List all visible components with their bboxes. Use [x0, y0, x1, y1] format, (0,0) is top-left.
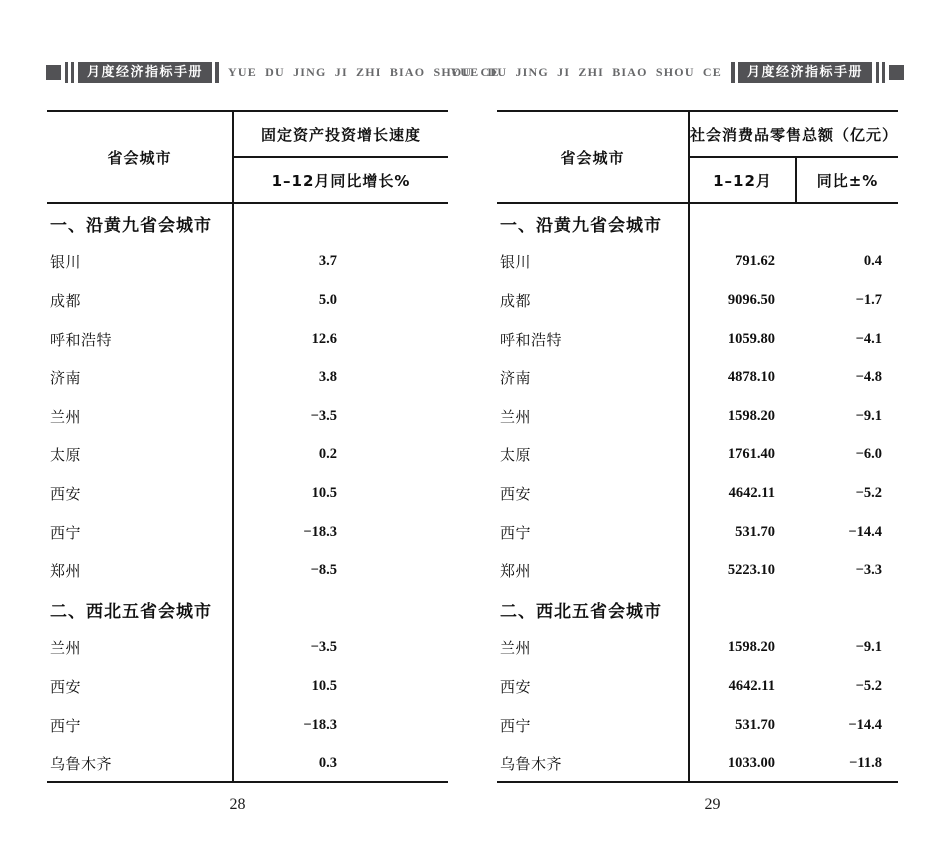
table-row — [497, 667, 898, 706]
header-bar-icon — [882, 62, 885, 83]
table-row — [497, 551, 898, 590]
city-cell: 西安 — [500, 484, 532, 503]
value-cell: 791.62 — [735, 253, 775, 270]
header-bar-icon — [876, 62, 879, 83]
value-cell: 1033.00 — [727, 755, 775, 772]
city-cell: 郑州 — [500, 562, 532, 581]
value-cell: −5.2 — [855, 484, 882, 501]
sub-column-divider-line — [795, 156, 797, 202]
table-row — [47, 744, 448, 783]
table-row — [497, 243, 898, 282]
table-row — [497, 629, 898, 668]
table-row — [497, 474, 898, 513]
header-block-icon — [46, 65, 61, 80]
header-bar-icon — [731, 62, 735, 83]
handbook-badge: 月度经济指标手册 — [78, 62, 212, 83]
city-cell: 西安 — [500, 677, 532, 696]
section-title: 一、沿黄九省会城市 — [50, 215, 212, 236]
value-cell: 0.4 — [863, 253, 882, 270]
section-header-row — [47, 204, 448, 243]
table-row — [497, 706, 898, 745]
city-cell: 西宁 — [50, 523, 82, 542]
city-cell: 济南 — [500, 369, 532, 388]
city-cell: 兰州 — [50, 407, 82, 426]
city-cell: 太原 — [500, 446, 532, 465]
city-cell: 西宁 — [50, 716, 82, 735]
page-number-left: 28 — [229, 796, 246, 813]
column-group-header: 固定资产投资增长速度 — [260, 125, 421, 144]
column-header-cities: 省会城市 — [560, 148, 625, 167]
city-cell: 兰州 — [500, 407, 532, 426]
city-cell: 呼和浩特 — [500, 330, 563, 349]
city-cell: 乌鲁木齐 — [50, 755, 113, 774]
value-cell: 531.70 — [735, 523, 775, 540]
value-cell: 4642.11 — [728, 484, 775, 501]
page-header-right — [450, 62, 904, 83]
table-row — [47, 474, 448, 513]
city-cell: 西宁 — [500, 523, 532, 542]
value-cell: −14.4 — [848, 523, 882, 540]
city-cell: 济南 — [50, 369, 82, 388]
city-cell: 西宁 — [500, 716, 532, 735]
table-row — [497, 436, 898, 475]
table-row — [47, 397, 448, 436]
table-row — [47, 320, 448, 359]
value-cell: 3.8 — [318, 369, 337, 386]
city-cell: 西安 — [50, 677, 82, 696]
value-cell: −18.3 — [303, 523, 337, 540]
value-cell: 5223.10 — [727, 562, 775, 579]
value-cell: −18.3 — [303, 716, 337, 733]
value-cell: −11.8 — [849, 755, 882, 772]
value-cell: 12.6 — [311, 330, 337, 347]
header-bar-icon — [65, 62, 68, 83]
value-cell: 1598.20 — [727, 407, 775, 424]
city-cell: 兰州 — [500, 639, 532, 658]
value-cell: −4.8 — [855, 369, 882, 386]
table-row — [47, 358, 448, 397]
value-cell: −3.5 — [310, 639, 337, 656]
table-body — [47, 204, 448, 783]
value-cell: 1761.40 — [727, 446, 775, 463]
city-cell: 太原 — [50, 446, 82, 465]
fixed-asset-investment-table — [47, 110, 448, 783]
column-group-header: 社会消费品零售总额（亿元） — [690, 125, 899, 144]
value-cell: −9.1 — [855, 407, 882, 424]
column-sub-header: 1–12月同比增长% — [271, 171, 411, 190]
value-cell: 10.5 — [311, 677, 337, 694]
page-header-left — [46, 62, 500, 83]
table-header — [497, 112, 898, 204]
handbook-badge: 月度经济指标手册 — [738, 62, 872, 83]
value-cell: −3.3 — [855, 562, 882, 579]
table-row — [497, 320, 898, 359]
city-cell: 银川 — [500, 253, 532, 272]
city-cell: 郑州 — [50, 562, 82, 581]
table-row — [47, 706, 448, 745]
table-header — [47, 112, 448, 204]
table-row — [47, 281, 448, 320]
table-row — [497, 281, 898, 320]
value-cell: −14.4 — [848, 716, 882, 733]
city-cell: 呼和浩特 — [50, 330, 113, 349]
table-row — [47, 513, 448, 552]
city-cell: 兰州 — [50, 639, 82, 658]
value-cell: 4878.10 — [727, 369, 775, 386]
value-cell: 531.70 — [735, 716, 775, 733]
table-row — [47, 629, 448, 668]
value-cell: −8.5 — [310, 562, 337, 579]
value-cell: −4.1 — [855, 330, 882, 347]
city-cell: 银川 — [50, 253, 82, 272]
city-cell: 成都 — [500, 291, 532, 310]
page-number-right: 29 — [704, 796, 721, 813]
value-cell: 0.2 — [318, 446, 337, 463]
city-cell: 西安 — [50, 484, 82, 503]
value-cell: 4642.11 — [728, 677, 775, 694]
section-title: 二、西北五省会城市 — [500, 601, 662, 622]
table-row — [497, 744, 898, 783]
column-sub-header: 1–12月 — [713, 171, 772, 190]
value-cell: 1059.80 — [727, 330, 775, 347]
section-header-row — [47, 590, 448, 629]
header-bar-icon — [215, 62, 219, 83]
handbook-romanized-title: YUE DU JING JI ZHI BIAO SHOU CE — [228, 65, 500, 79]
city-cell: 乌鲁木齐 — [500, 755, 563, 774]
table-row — [497, 397, 898, 436]
value-cell: −1.7 — [855, 291, 882, 308]
city-cell: 成都 — [50, 291, 82, 310]
value-cell: 9096.50 — [727, 291, 775, 308]
table-body — [497, 204, 898, 783]
table-row — [47, 667, 448, 706]
section-header-row — [497, 590, 898, 629]
table-row — [47, 243, 448, 282]
table-row — [497, 358, 898, 397]
handbook-romanized-title: YUE DU JING JI ZHI BIAO SHOU CE — [450, 65, 722, 79]
retail-sales-table — [497, 110, 898, 783]
value-cell: −5.2 — [855, 677, 882, 694]
value-cell: 5.0 — [318, 291, 337, 308]
value-cell: 10.5 — [311, 484, 337, 501]
column-sub-header: 同比±% — [816, 171, 879, 190]
column-header-cities: 省会城市 — [107, 148, 172, 167]
table-row — [47, 551, 448, 590]
table-row — [47, 436, 448, 475]
header-block-icon — [889, 65, 904, 80]
value-cell: 1598.20 — [727, 639, 775, 656]
table-row — [497, 513, 898, 552]
value-cell: 3.7 — [318, 253, 337, 270]
value-cell: 0.3 — [318, 755, 337, 772]
value-cell: −3.5 — [310, 407, 337, 424]
section-title: 一、沿黄九省会城市 — [500, 215, 662, 236]
value-cell: −6.0 — [855, 446, 882, 463]
section-title: 二、西北五省会城市 — [50, 601, 212, 622]
header-bar-icon — [71, 62, 74, 83]
section-header-row — [497, 204, 898, 243]
value-cell: −9.1 — [855, 639, 882, 656]
